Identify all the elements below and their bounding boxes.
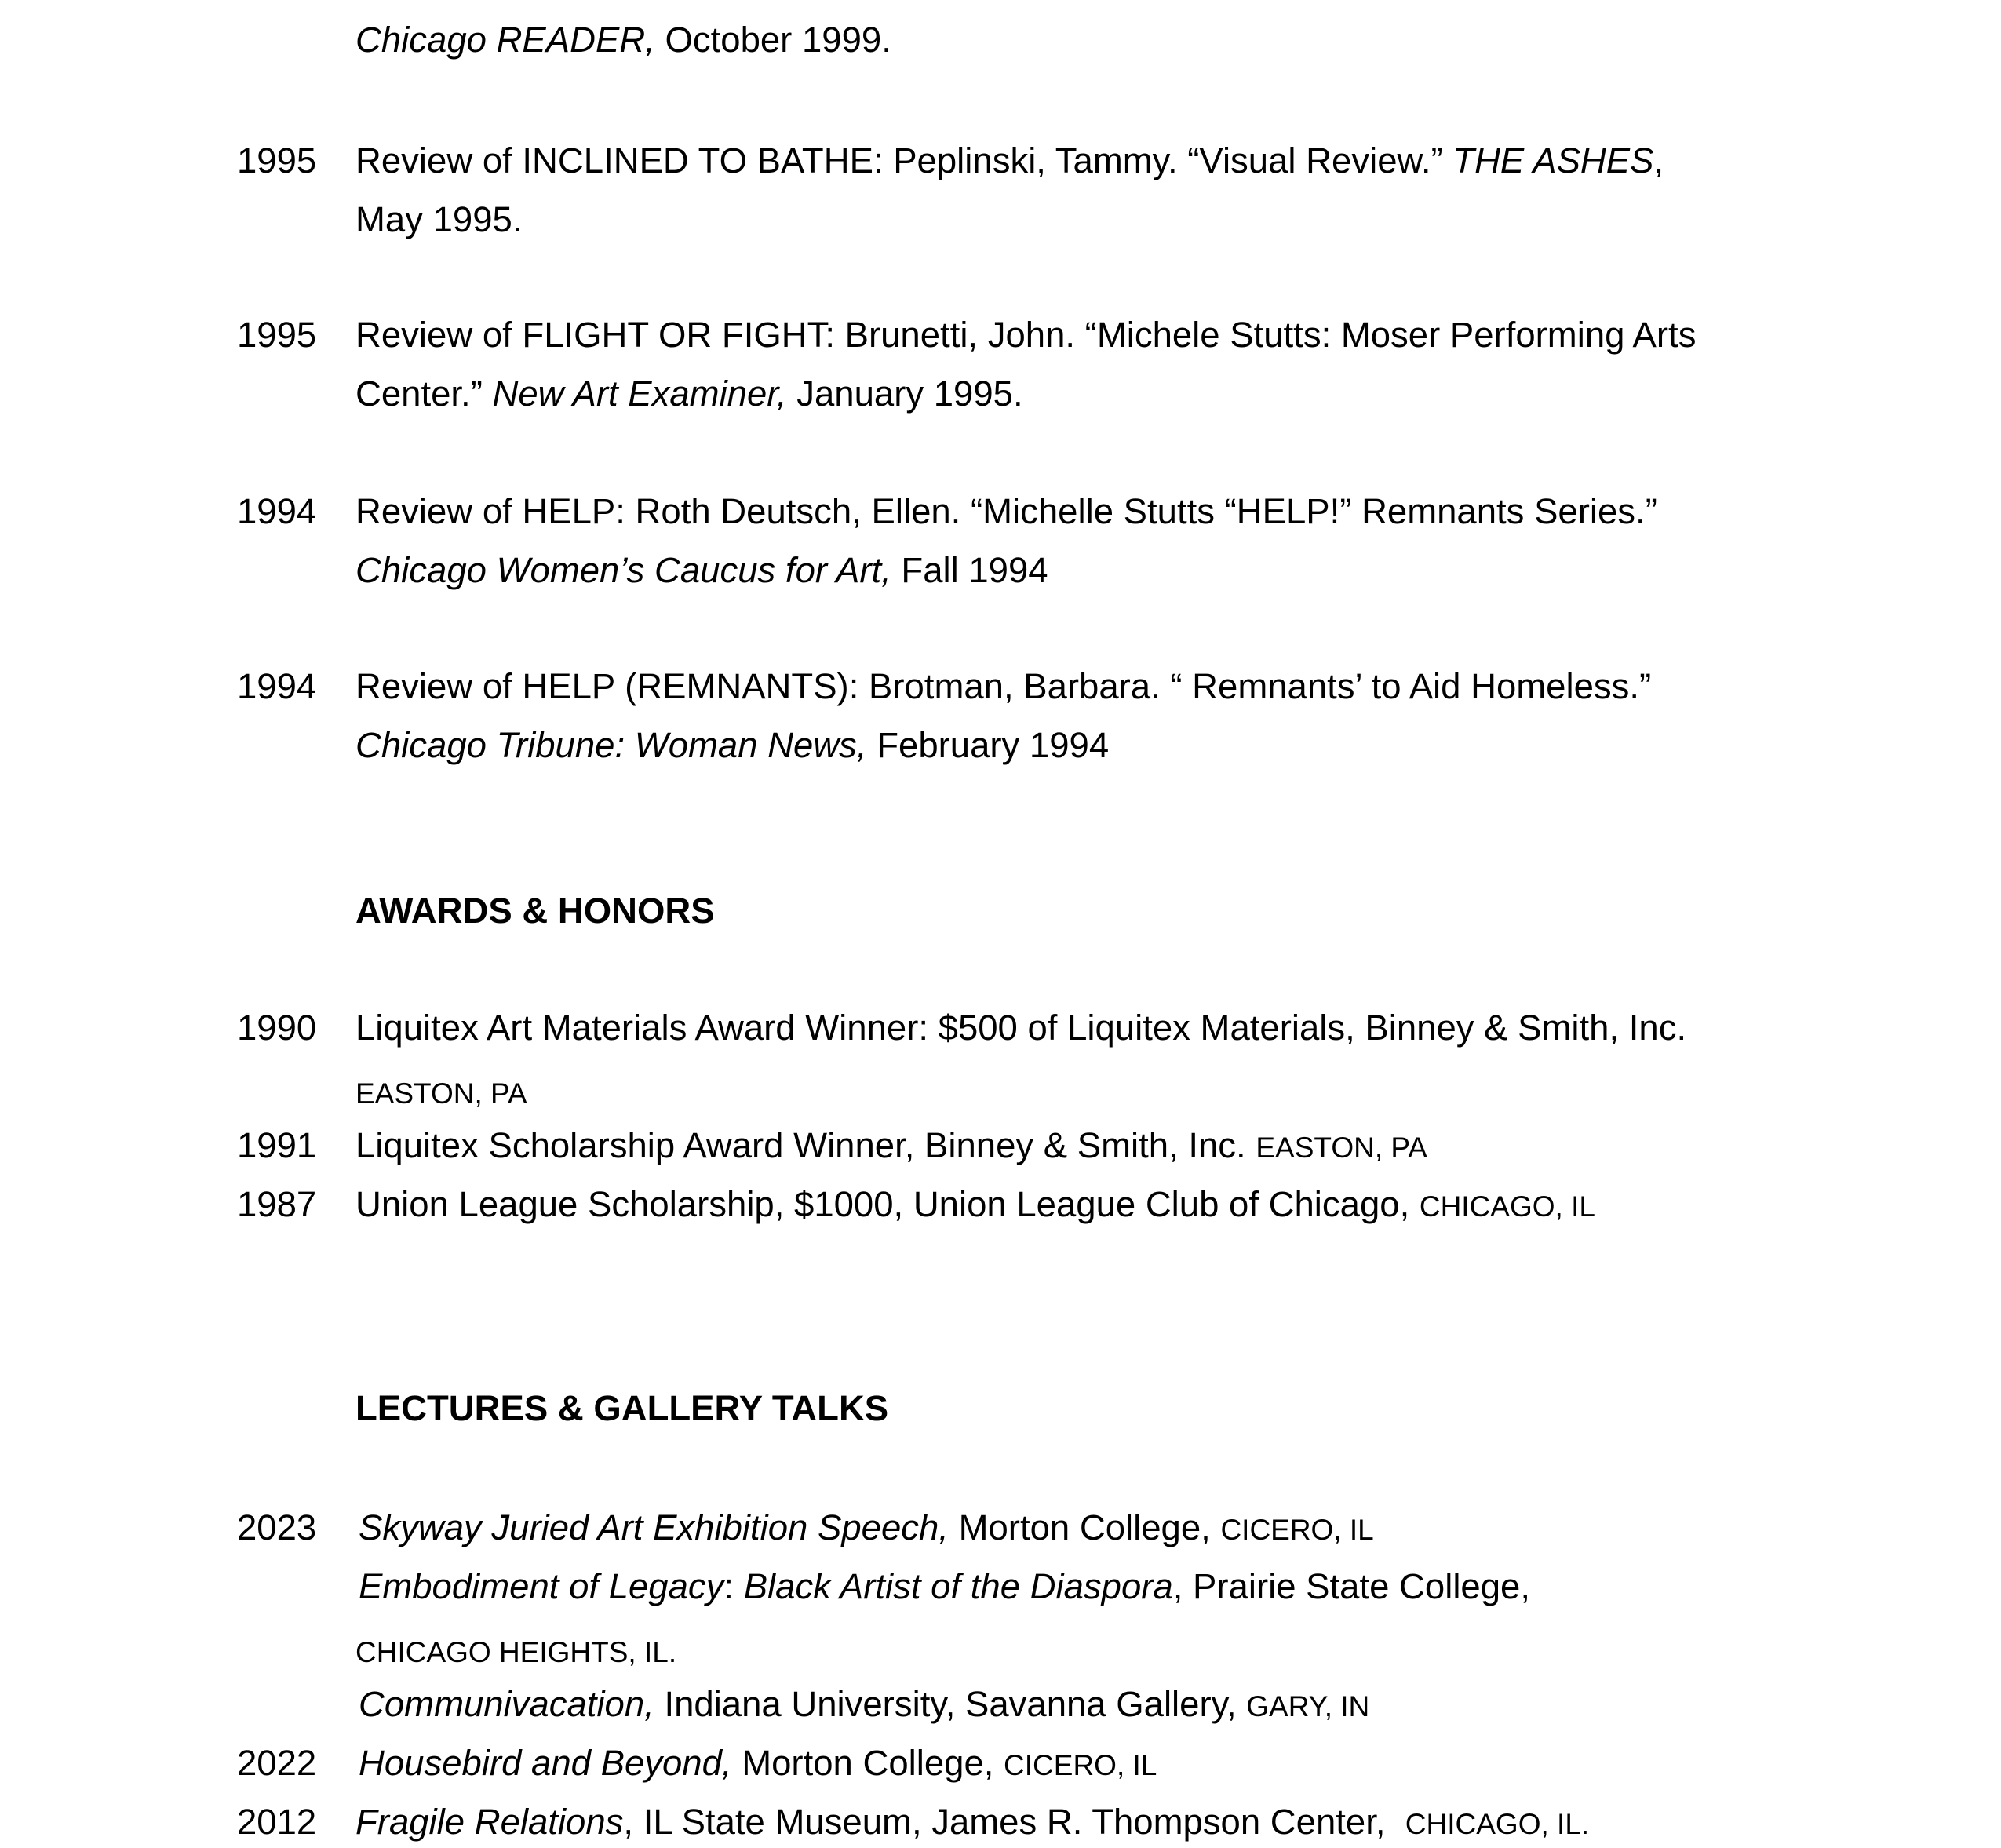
publication-title: Chicago READER, [355,20,655,60]
entry-year: 1995 [237,140,317,180]
entry-year: 2023 [237,1507,317,1547]
publication-title: THE ASHES [1452,140,1654,180]
lecture-entry-line: Embodiment of Legacy: Black Artist of the Diaspora, Prairie State College, [359,1566,1530,1606]
review-entry-line: Review of FLIGHT OR FIGHT: Brunetti, John. “Michele Stutts: Moser Performing Arts [355,315,1697,355]
award-entry-line: Union League Scholarship, $1000, Union League Club of Chicago, CHICAGO, IL [355,1184,1595,1224]
location-text: CHICAGO, IL. [1405,1808,1590,1840]
award-entry-line: Liquitex Scholarship Award Winner, Binney & Smith, Inc. EASTON, PA [355,1125,1427,1165]
entry-year: 1987 [237,1184,317,1224]
lecture-title: Housebird and Beyond, [359,1743,732,1783]
section-heading-lectures: LECTURES & GALLERY TALKS [355,1388,889,1428]
award-entry-line: Liquitex Art Materials Award Winner: $500 of Liquitex Materials, Binney & Smith, Inc. [355,1008,1687,1048]
entry-year: 1990 [237,1008,317,1048]
location-text: CICERO, IL [1220,1514,1374,1546]
entry-year: 2022 [237,1743,317,1783]
review-entry-line: May 1995. [355,199,523,239]
review-entry-line: Center.” New Art Examiner, January 1995. [355,374,1023,414]
section-heading-awards: AWARDS & HONORS [355,891,715,931]
entry-year: 1991 [237,1125,317,1165]
location-text: CHICAGO, IL [1419,1190,1595,1223]
lecture-subtitle: Black Artist of the Diaspora [743,1566,1173,1606]
review-entry-line: Chicago READER, October 1999. [355,20,891,60]
publication-title: Chicago Women’s Caucus for Art, [355,550,891,590]
publication-title: New Art Examiner, [492,374,787,414]
location-text: CHICAGO HEIGHTS, IL. [355,1636,677,1668]
lecture-title: Communivacation, [359,1684,654,1724]
review-entry-line: Review of HELP: Roth Deutsch, Ellen. “Michelle Stutts “HELP!” Remnants Series.” [355,491,1657,531]
location-text: EASTON, PA [1256,1132,1427,1164]
entry-year: 1995 [237,315,317,355]
review-entry-line: Review of INCLINED TO BATHE: Peplinski, Tammy. “Visual Review.” THE ASHES, [355,140,1664,180]
entry-year: 2012 [237,1802,317,1842]
lecture-entry-line: Skyway Juried Art Exhibition Speech, Morton College, CICERO, IL [359,1507,1374,1547]
publication-title: Chicago Tribune: Woman News, [355,725,867,765]
lecture-entry-line: Fragile Relations, IL State Museum, James R. Thompson Center, CHICAGO, IL. [355,1802,1590,1842]
review-entry-line: Chicago Women’s Caucus for Art, Fall 1994 [355,550,1048,590]
location-text: CICERO, IL [1004,1749,1157,1781]
award-entry-line [355,1073,527,1110]
entry-year: 1994 [237,666,317,706]
review-entry-line: Review of HELP (REMNANTS): Brotman, Barbara. “ Remnants’ to Aid Homeless.” [355,666,1652,706]
lecture-title: Skyway Juried Art Exhibition Speech, [359,1507,949,1547]
entry-year: 1994 [237,491,317,531]
lecture-title: Fragile Relations [355,1802,624,1842]
lecture-entry-line: Communivacation, Indiana University, Savanna Gallery, GARY, IN [359,1684,1370,1724]
review-entry-line: Chicago Tribune: Woman News, February 1994 [355,725,1110,765]
location-text: EASTON, PA [355,1077,527,1110]
location-text: GARY, IN [1246,1690,1370,1722]
lecture-entry-line [355,1632,676,1668]
lecture-entry-line: Housebird and Beyond, Morton College, CICERO, IL [359,1743,1157,1783]
lecture-title: Embodiment of Legacy [359,1566,724,1606]
